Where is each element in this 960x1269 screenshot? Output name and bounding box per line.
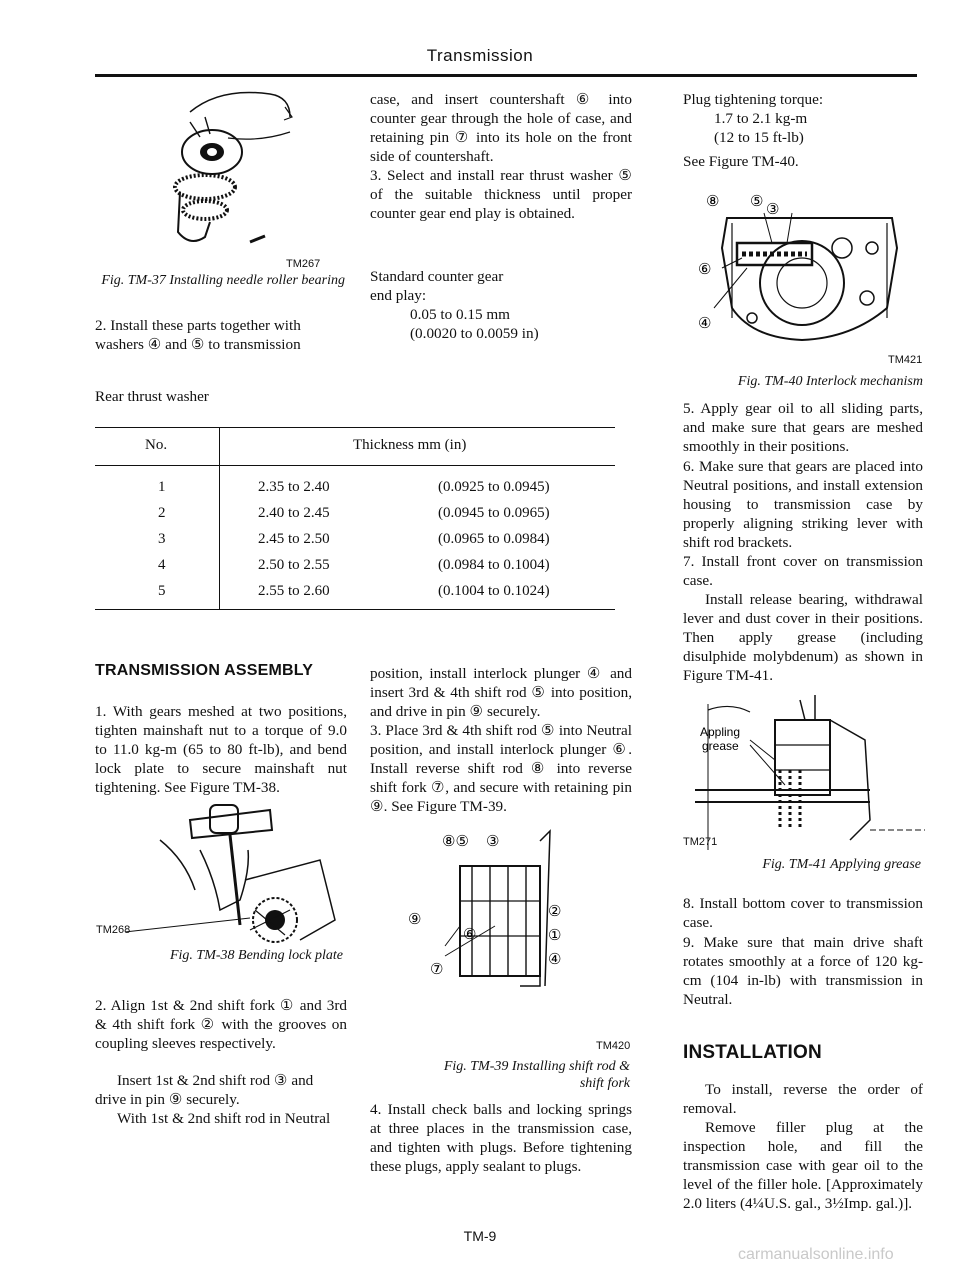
step-7-front-cover: 7. Install front cover on transmission case.: [683, 553, 923, 589]
figure-tm41-illustration: [690, 690, 930, 850]
figure-tm41-caption: Fig. TM-41 Applying grease: [762, 857, 921, 872]
fig40-callout-8: ⑧: [706, 193, 720, 210]
plug-torque-ftlb: (12 to 15 ft-lb): [714, 129, 804, 146]
table-row-3-in: (0.0965 to 0.0984): [438, 531, 550, 547]
table-bottom-rule: [95, 609, 615, 610]
interlock-position-text: position, install interlock plunger ④ and insert 3rd & 4th shift rod ⑤ into position, and drive in pin ⑨ securely.: [370, 665, 632, 720]
fig40-callout-3: ③: [766, 201, 780, 218]
table-row-4-mm: 2.50 to 2.55: [258, 557, 330, 573]
table-row-5-mm: 2.55 to 2.60: [258, 583, 330, 599]
end-play-in: (0.0020 to 0.0059 in): [410, 325, 539, 342]
fig40-callout-6: ⑥: [698, 261, 712, 278]
end-play-label-2: end play:: [370, 287, 427, 304]
section-transmission-assembly: TRANSMISSION ASSEMBLY: [95, 662, 314, 679]
countershaft-text: case, and insert countershaft ⑥ into counter gear through the hole of case, and retaining pin ⑦ into its hole on the front side of countershaft.: [370, 91, 632, 165]
step-6-neutral: 6. Make sure that gears are placed into Neutral positions, and install extension housing to transmission case by properly aligning striking lever with shift rod brackets.: [683, 458, 923, 551]
plug-torque-kgm: 1.7 to 2.1 kg-m: [714, 110, 808, 127]
figure-tm38-caption: Fig. TM-38 Bending lock plate: [169, 948, 343, 963]
figure-tm38-code: TM268: [96, 924, 131, 936]
step-2-install-washers: 2. Install these parts together with washers ④ and ⑤ to transmission: [95, 317, 301, 353]
figure-tm37-code: TM267: [286, 258, 321, 270]
step-7-release-bearing: Install release bearing, withdrawal lever and dust cover in their positions. Then apply grease (including disulphide molybdenum) as shown in Figure TM-41.: [683, 591, 923, 684]
figure-tm38-illustration: [100, 800, 350, 965]
header-rule: [95, 74, 917, 77]
end-play-label-1: Standard counter gear: [370, 268, 504, 285]
fig41-label-grease: grease: [702, 739, 739, 753]
assembly-step-2-neutral: With 1st & 2nd shift rod in Neutral: [117, 1110, 331, 1127]
table-top-rule: [95, 427, 615, 428]
figure-tm39-caption-1: Fig. TM-39 Installing shift rod &: [443, 1059, 630, 1074]
table-row-1-no: 1: [158, 479, 166, 495]
fig41-label-appling: Appling: [700, 725, 741, 739]
step-9-main-drive-shaft: 9. Make sure that main drive shaft rotates smoothly at a force of 120 kg-cm (104 in-lb) with transmission in Neutral.: [683, 934, 923, 1008]
figure-tm40-illustration: [692, 188, 927, 354]
fig39-callout-6: ⑥: [463, 926, 477, 943]
section-installation: INSTALLATION: [683, 1042, 822, 1063]
table-header-rule: [95, 465, 615, 466]
rear-thrust-washer-label: Rear thrust washer: [95, 388, 209, 405]
fig39-callout-4: ④: [548, 951, 562, 968]
figure-tm39-caption-2: shift fork: [579, 1076, 630, 1091]
fig40-callout-5: ⑤: [750, 193, 764, 210]
figure-tm41-code: TM271: [683, 836, 718, 848]
step-4-check-balls: 4. Install check balls and locking springs at three places in the transmission case, and tighten with plugs. Before tightening these plugs, apply sealant to plugs.: [370, 1101, 632, 1175]
fig39-callout-2: ②: [548, 903, 562, 920]
fig39-callout-1: ①: [548, 927, 562, 944]
page-number: TM-9: [463, 1228, 497, 1244]
assembly-step-2-insert: Insert 1st & 2nd shift rod ③ and drive in pin ⑨ securely.: [95, 1072, 314, 1108]
figure-tm39-code: TM420: [596, 1040, 631, 1052]
end-play-mm: 0.05 to 0.15 mm: [410, 306, 510, 323]
fig39-callout-7: ⑦: [430, 961, 444, 978]
watermark: carmanualsonline.info: [738, 1246, 894, 1263]
table-row-4-in: (0.0984 to 0.1004): [438, 557, 550, 573]
fig39-callout-9: ⑨: [408, 911, 422, 928]
table-row-3-mm: 2.45 to 2.50: [258, 531, 330, 547]
table-row-1-mm: 2.35 to 2.40: [258, 479, 330, 495]
step-3-shift-rod: 3. Place 3rd & 4th shift rod ⑤ into Neutral position, and install interlock plunger ⑥. Install reverse shift rod ⑧ into reverse shift fork ⑦, and secure with retaining pin ⑨. See Figure TM-39.: [370, 722, 632, 815]
table-row-1-in: (0.0925 to 0.0945): [438, 479, 550, 495]
installation-text-1: To install, reverse the order of removal.: [683, 1081, 923, 1117]
fig39-callout-8-5: ⑧⑤: [442, 833, 469, 850]
table-row-5-in: (0.1004 to 0.1024): [438, 583, 550, 599]
table-row-4-no: 4: [158, 557, 166, 573]
step-3-rear-thrust: 3. Select and install rear thrust washer ⑤ of the suitable thickness until proper counter gear end play is obtained.: [370, 167, 632, 222]
installation-text-2: Remove filler plug at the inspection hole, and fill the transmission case with gear oil to the level of the filler hole. [Approximately 2.0 liters (4¼U.S. gal., 3½Imp. gal.)].: [683, 1119, 923, 1212]
assembly-step-1: 1. With gears meshed at two positions, tighten mainshaft nut to a torque of 9.0 to 11.0 kg-m (65 to 80 ft-lb), and bend lock plate to secure mainshaft nut tightening. See Figure TM-38.: [95, 703, 347, 796]
step-8-bottom-cover: 8. Install bottom cover to transmission case.: [683, 895, 923, 931]
page-header: Transmission: [426, 46, 534, 65]
table-row-2-mm: 2.40 to 2.45: [258, 505, 330, 521]
fig39-callout-3: ③: [486, 833, 500, 850]
plug-torque-label: Plug tightening torque:: [683, 91, 824, 108]
table-divider: [219, 427, 220, 609]
figure-tm40-caption: Fig. TM-40 Interlock mechanism: [737, 374, 923, 389]
figure-tm37-caption: Fig. TM-37 Installing needle roller bearing: [101, 273, 345, 288]
table-head-no: No.: [145, 437, 168, 453]
table-row-3-no: 3: [158, 531, 166, 547]
figure-tm37-illustration: [150, 82, 340, 252]
figure-tm40-code: TM421: [888, 354, 923, 366]
table-row-5-no: 5: [158, 583, 166, 599]
figure-tm39-illustration: [400, 826, 600, 1001]
see-figure-tm40: See Figure TM-40.: [683, 153, 799, 170]
step-5-gear-oil: 5. Apply gear oil to all sliding parts, and make sure that gears are meshed smoothly in their positions.: [683, 400, 923, 455]
fig40-callout-4: ④: [698, 315, 712, 332]
table-head-thickness: Thickness mm (in): [353, 437, 467, 453]
table-row-2-no: 2: [158, 505, 166, 521]
assembly-step-2: 2. Align 1st & 2nd shift fork ① and 3rd & 4th shift fork ② with the grooves on coupling sleeves respectively.: [95, 997, 347, 1052]
table-row-2-in: (0.0945 to 0.0965): [438, 505, 550, 521]
